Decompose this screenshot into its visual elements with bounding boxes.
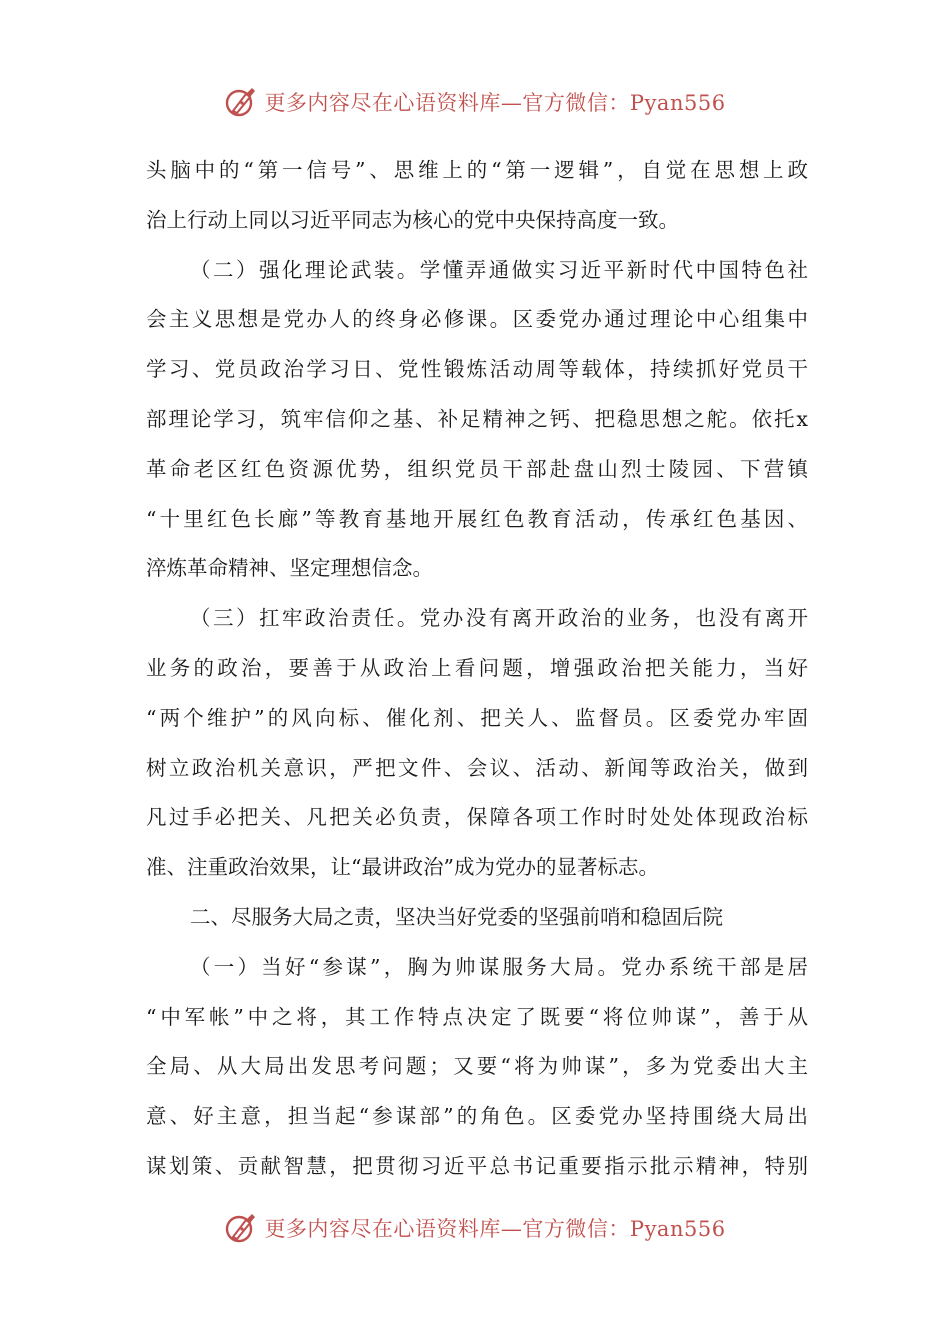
footer-banner-text: 更多内容尽在心语资料库—官方微信：Pyan556 (264, 1217, 726, 1241)
paragraph-line: 意、好主意，担当起“参谋部”的角色。区委党办坚持围绕大局出 (146, 1104, 808, 1129)
section-heading: 二、尽服务大局之责，坚决当好党委的坚强前哨和稳固后院 (190, 904, 723, 929)
paragraph-line: “中军帐”中之将，其工作特点决定了既要“将位帅谋”，善于从 (146, 1004, 808, 1029)
paragraph-line: （一）当好“参谋”，胸为帅谋服务大局。党办系统干部是居 (190, 954, 808, 979)
paragraph-line: 治上行动上同以习近平同志为核心的党中央保持高度一致。 (146, 207, 679, 232)
pen-nib-logo-icon (224, 1211, 258, 1245)
paragraph-line: 谋划策、贡献智慧，把贯彻习近平总书记重要指示批示精神，特别 (146, 1153, 808, 1178)
paragraph-line: “十里红色长廊”等教育基地开展红色教育活动，传承红色基因、 (146, 506, 808, 531)
paragraph-line: 会主义思想是党办人的终身必修课。区委党办通过理论中心组集中 (146, 307, 808, 332)
pen-nib-logo-icon (224, 85, 258, 119)
document-body (146, 146, 808, 1192)
footer-banner (0, 1208, 950, 1248)
paragraph-line: 部理论学习，筑牢信仰之基、补足精神之钙、把稳思想之舵。依托x (146, 406, 808, 431)
paragraph-line: （二）强化理论武装。学懂弄通做实习近平新时代中国特色社 (190, 257, 808, 282)
paragraph-line: 全局、从大局出发思考问题；又要“将为帅谋”，多为党委出大主 (146, 1054, 808, 1079)
header-banner (0, 82, 950, 122)
paragraph-line: 凡过手必把关、凡把关必负责，保障各项工作时时处处体现政治标 (146, 805, 808, 830)
header-banner-text: 更多内容尽在心语资料库—官方微信：Pyan556 (264, 91, 726, 115)
paragraph-line: 树立政治机关意识，严把文件、会议、活动、新闻等政治关，做到 (146, 755, 808, 780)
paragraph-line: 淬炼革命精神、坚定理想信念。 (146, 556, 433, 581)
paragraph-line: 业务的政治，要善于从政治上看问题，增强政治把关能力，当好 (146, 655, 808, 680)
paragraph-line: （三）扛牢政治责任。党办没有离开政治的业务，也没有离开 (190, 606, 808, 631)
paragraph-line: 头脑中的“第一信号”、思维上的“第一逻辑”，自觉在思想上政 (146, 158, 808, 182)
paragraph-line: 学习、党员政治学习日、党性锻炼活动周等载体，持续抓好党员干 (146, 357, 808, 382)
paragraph-line: 革命老区红色资源优势，组织党员干部赴盘山烈士陵园、下营镇 (146, 456, 808, 481)
paragraph-line: 准、注重政治效果，让“最讲政治”成为党办的显著标志。 (146, 855, 659, 880)
paragraph-line: “两个维护”的风向标、催化剂、把关人、监督员。区委党办牢固 (146, 705, 808, 730)
